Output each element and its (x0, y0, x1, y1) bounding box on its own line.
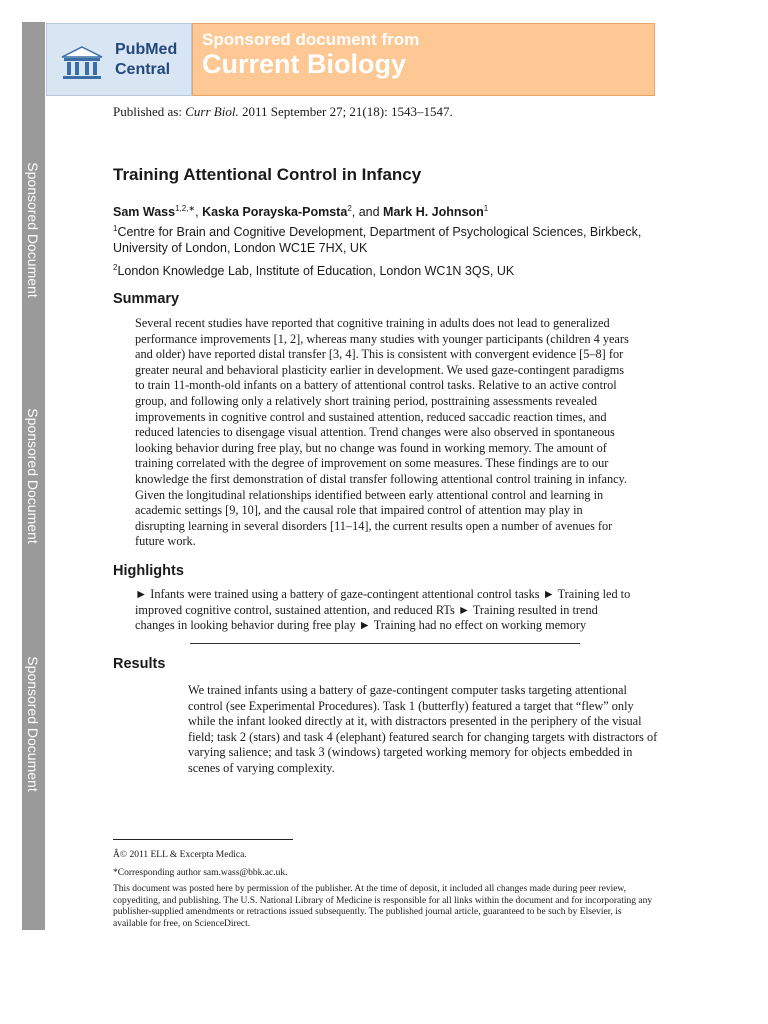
journal-abbrev: Curr Biol. (185, 104, 239, 119)
article-title: Training Attentional Control in Infancy (113, 165, 422, 184)
sponsored-from-text: Sponsored document from (202, 30, 420, 49)
pmc-wordmark: PubMed Central (115, 41, 178, 78)
highlights-text: ► Infants were trained using a battery of gaze-contingent attentional control tasks ► Training led to improved cognitive control, sustained attention, and reduced RTs ► Training resulted in trend changes in looking behavior during free play ► Training had no effect on working memory (135, 587, 631, 633)
summary-text: Several recent studies have reported that cognitive training in adults does not lead to generalized performance improvements [1, 2], whereas many studies with younger participants (children 4 years and older) have reported distal transfer [3, 4]. This is consistent with convergent evidence [5–8] for greater neural and behavioral plasticity earlier in development. We used gaze-contingent paradigms to train 11-month-old infants on a battery of attentional control tasks. Relative to an active control group, and following only a relatively short training period, posttraining assessments revealed improvements in cognitive control and sustained attention, reduced saccadic reaction times, and reduced latencies to disengage visual attention. Trend changes were also observed in spontaneous looking behavior during free play, but no change was found in working memory. The amount of training correlated with the degree of improvement on some measures. These findings are to our knowledge the first demonstration of distal transfer following attentional control training in infancy. Given the longitudinal relationships identified between early attentional control and learning in academic settings [9, 10], and the causal role that impaired control of attention may play in disrupting learning in several disorders [11–14], the current results open a number of avenues for future work. (135, 316, 629, 549)
footnote-divider (113, 839, 293, 840)
summary-heading: Summary (113, 291, 180, 307)
permission-note: This document was posted here by permission of the publisher. At the time of deposit, it included all changes made during peer review, copyediting, and publishing. The U.S. National Library of Medicine is responsible for all links within the document and for incorporating any publisher-supplied amendments or retractions issued subsequently. The published journal article, guaranteed to be such by Elsevier, is available for free, on ScienceDirect. (113, 884, 653, 929)
copyright-note: Â© 2011 ELL & Excerpta Medica. (113, 850, 247, 860)
author-name: Sam Wass (113, 205, 176, 219)
highlights-heading: Highlights (113, 563, 184, 579)
sponsor-banner (192, 23, 655, 96)
affiliation-2: $^2$London Knowledge Lab, Institute of Education, London WC1N 3QS, UK (113, 263, 515, 278)
journal-name: Current Biology (202, 49, 407, 79)
results-heading: Results (113, 656, 166, 672)
author-name: Kaska Porayska-Pomsta (202, 205, 348, 219)
author-list: Sam Wass$^{1,2,∗}$, Kaska Porayska-Pomsta$^2$, and Mark H. Johnson$^1$ (113, 204, 489, 219)
results-text: We trained infants using a battery of gaze-contingent computer tasks targeting attentional control (see Experimental Procedures). Task 1 (butterfly) featured a target that “flew” only while the infant looked directly at it, with distractors presented in the periphery of the visual field; task 2 (stars) and task 4 (elephant) featured search for changing targets with distractors of varying salience; and task 3 (windows) targeted working memory for objects embedded in scenes of varying complexity. (188, 683, 658, 775)
published-line: Published as: Curr Biol. 2011 September 27; 21(18): 1543–1547. (113, 104, 453, 119)
affiliation-1: $^1$Centre for Brain and Cognitive Development, Department of Psychological Sciences, Birkbeck, University of London, London WC1E 7HX, UK (113, 224, 642, 255)
author-name: Mark H. Johnson (383, 205, 484, 219)
pubmed-central-logo (46, 23, 192, 96)
building-icon (59, 44, 105, 82)
section-divider (190, 643, 580, 644)
corresponding-author-note: *Corresponding author sam.wass@bbk.ac.uk. (113, 868, 288, 878)
